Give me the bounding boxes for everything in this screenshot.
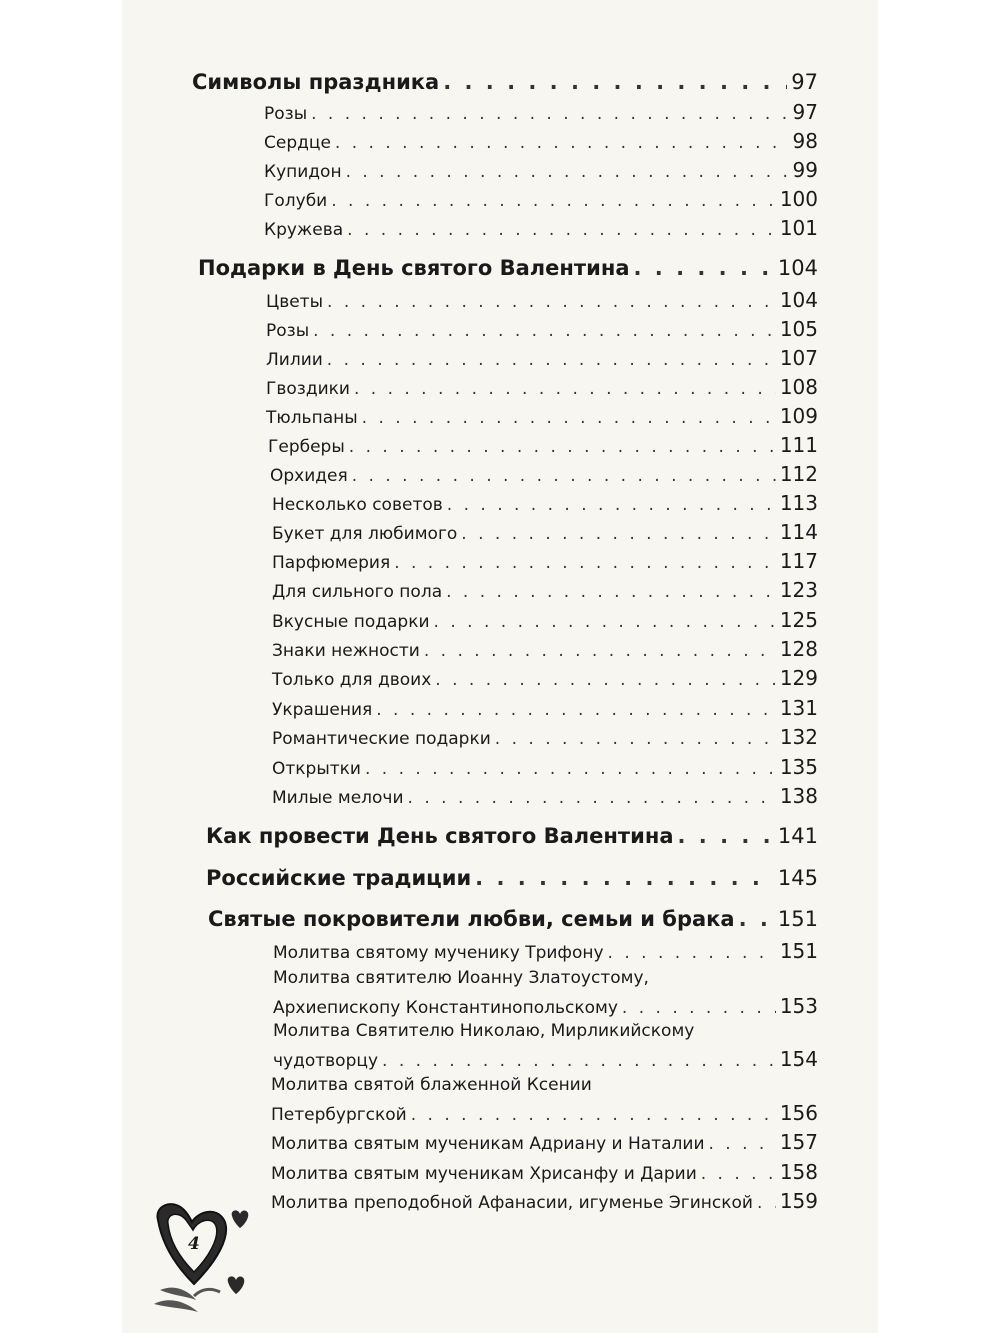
item-title: Петербургской bbox=[271, 1105, 407, 1125]
toc-item[interactable] bbox=[272, 578, 818, 602]
section-page: 104 bbox=[777, 256, 818, 280]
toc-item[interactable] bbox=[266, 317, 818, 341]
toc-item[interactable] bbox=[273, 939, 818, 963]
leader-dots bbox=[739, 907, 774, 931]
page-number: 4 bbox=[188, 1234, 200, 1254]
toc-item[interactable] bbox=[266, 288, 818, 312]
heart-icon bbox=[150, 1200, 260, 1315]
leader-dots bbox=[608, 943, 776, 963]
item-page: 125 bbox=[779, 608, 818, 632]
leader-dots bbox=[434, 612, 776, 632]
toc-item[interactable] bbox=[264, 158, 818, 182]
item-title: Цветы bbox=[266, 292, 324, 312]
leader-dots bbox=[362, 408, 776, 428]
item-title: Открытки bbox=[272, 759, 361, 779]
heart-ornament bbox=[150, 1200, 260, 1319]
leader-dots bbox=[411, 1105, 776, 1125]
item-page: 132 bbox=[779, 725, 818, 749]
item-page: 107 bbox=[779, 346, 818, 370]
item-title: Букет для любимого bbox=[272, 524, 458, 544]
item-title: Розы bbox=[264, 104, 308, 124]
item-page: 128 bbox=[779, 637, 818, 661]
item-title: Тюльпаны bbox=[266, 408, 358, 428]
item-page: 97 bbox=[792, 100, 818, 124]
toc-item[interactable] bbox=[272, 666, 818, 690]
toc-item[interactable] bbox=[271, 1160, 818, 1184]
leader-dots bbox=[443, 70, 787, 94]
toc-section-how-to-spend[interactable] bbox=[206, 824, 818, 848]
item-title: Кружева bbox=[264, 220, 344, 240]
section-page: 151 bbox=[777, 907, 818, 931]
item-title: Орхидея bbox=[270, 466, 348, 486]
leader-dots bbox=[365, 759, 776, 779]
leader-dots bbox=[382, 1051, 776, 1071]
toc-item[interactable] bbox=[264, 129, 818, 153]
leader-dots bbox=[435, 670, 776, 690]
toc-section-symbols[interactable] bbox=[192, 70, 818, 94]
toc-item[interactable] bbox=[273, 994, 818, 1018]
leader-dots bbox=[376, 700, 776, 720]
item-page: 156 bbox=[779, 1101, 818, 1125]
section-title: Святые покровители любви, семьи и брака bbox=[208, 907, 735, 931]
item-title: Молитва святым мученикам Адриану и Наталии bbox=[271, 1134, 705, 1154]
leader-dots bbox=[331, 191, 776, 211]
leader-dots bbox=[709, 1134, 776, 1154]
toc-item[interactable] bbox=[272, 608, 818, 632]
item-title: Молитва святым мученикам Хрисанфу и Дарии bbox=[271, 1164, 697, 1184]
toc-item[interactable] bbox=[272, 637, 818, 661]
item-title: Купидон bbox=[264, 162, 342, 182]
toc-item[interactable] bbox=[272, 520, 818, 544]
toc-item-line1: Молитва святителю Иоанну Златоустому, bbox=[273, 968, 649, 988]
leader-dots bbox=[461, 524, 776, 544]
leader-dots bbox=[354, 379, 776, 399]
section-title: Российские традиции bbox=[206, 866, 472, 890]
section-title: Подарки в День святого Валентина bbox=[198, 256, 630, 280]
item-page: 158 bbox=[779, 1160, 818, 1184]
item-title: Молитва святому мученику Трифону bbox=[273, 943, 604, 963]
item-title: Голуби bbox=[264, 191, 328, 211]
item-title: Украшения bbox=[272, 700, 373, 720]
leader-dots bbox=[352, 466, 776, 486]
item-title: чудотворцу bbox=[273, 1051, 379, 1071]
leader-dots bbox=[394, 553, 776, 573]
toc-item[interactable] bbox=[264, 100, 818, 124]
leader-dots bbox=[408, 788, 776, 808]
toc-section-patron-saints[interactable] bbox=[208, 907, 818, 931]
toc-item[interactable] bbox=[266, 375, 818, 399]
toc-item[interactable] bbox=[271, 1130, 818, 1154]
item-page: 153 bbox=[779, 994, 818, 1018]
section-page: 97 bbox=[791, 70, 818, 94]
item-page: 135 bbox=[779, 755, 818, 779]
toc-item[interactable] bbox=[270, 462, 818, 486]
toc-item[interactable] bbox=[266, 404, 818, 428]
item-page: 113 bbox=[779, 491, 818, 515]
leader-dots bbox=[495, 729, 776, 749]
item-page: 138 bbox=[779, 784, 818, 808]
leader-dots bbox=[349, 437, 776, 457]
section-page: 141 bbox=[777, 824, 818, 848]
section-page: 145 bbox=[777, 866, 818, 890]
toc-item[interactable] bbox=[272, 784, 818, 808]
item-title: Милые мелочи bbox=[272, 788, 404, 808]
leader-dots bbox=[347, 220, 776, 240]
item-page: 111 bbox=[779, 433, 818, 457]
item-page: 129 bbox=[779, 666, 818, 690]
item-page: 117 bbox=[779, 549, 818, 573]
section-title: Символы праздника bbox=[192, 70, 440, 94]
item-title: Парфюмерия bbox=[272, 553, 391, 573]
toc-item[interactable] bbox=[272, 755, 818, 779]
leader-dots bbox=[424, 641, 776, 661]
toc-section-gifts[interactable] bbox=[198, 256, 818, 280]
toc-item[interactable] bbox=[271, 1101, 818, 1125]
item-title: Сердце bbox=[264, 133, 331, 153]
item-page: 114 bbox=[779, 520, 818, 544]
item-title: Герберы bbox=[268, 437, 345, 457]
item-page: 157 bbox=[779, 1130, 818, 1154]
item-title: Розы bbox=[266, 321, 310, 341]
item-page: 151 bbox=[779, 939, 818, 963]
toc-item[interactable] bbox=[271, 1189, 818, 1213]
toc-item-line1: Молитва Святителю Николаю, Мирликийскому bbox=[273, 1021, 695, 1041]
leader-dots bbox=[757, 1193, 776, 1213]
toc-item[interactable] bbox=[272, 696, 818, 720]
item-title: Несколько советов bbox=[272, 495, 443, 515]
leader-dots bbox=[634, 256, 774, 280]
item-page: 112 bbox=[779, 462, 818, 486]
item-page: 98 bbox=[792, 129, 818, 153]
toc-item[interactable] bbox=[272, 725, 818, 749]
toc-section-russian-traditions[interactable] bbox=[206, 866, 818, 890]
leader-dots bbox=[327, 292, 776, 312]
toc-item[interactable] bbox=[264, 216, 818, 240]
item-page: 123 bbox=[779, 578, 818, 602]
item-page: 104 bbox=[779, 288, 818, 312]
leader-dots bbox=[701, 1164, 776, 1184]
item-page: 100 bbox=[779, 187, 818, 211]
item-page: 109 bbox=[779, 404, 818, 428]
item-title: Для сильного пола bbox=[272, 582, 443, 602]
item-page: 105 bbox=[779, 317, 818, 341]
leader-dots bbox=[446, 582, 776, 602]
leader-dots bbox=[327, 350, 776, 370]
item-page: 154 bbox=[779, 1047, 818, 1071]
item-title: Знаки нежности bbox=[272, 641, 420, 661]
leader-dots bbox=[335, 133, 789, 153]
item-title: Молитва преподобной Афанасии, игуменье Эгинской bbox=[271, 1193, 753, 1213]
toc-item[interactable] bbox=[264, 187, 818, 211]
item-title: Вкусные подарки bbox=[272, 612, 430, 632]
toc-item[interactable] bbox=[266, 346, 818, 370]
item-page: 101 bbox=[779, 216, 818, 240]
leader-dots bbox=[313, 321, 776, 341]
leader-dots bbox=[475, 866, 774, 890]
item-page: 131 bbox=[779, 696, 818, 720]
item-title: Архиепископу Константинопольскому bbox=[273, 998, 618, 1018]
leader-dots bbox=[311, 104, 788, 124]
toc-item[interactable] bbox=[272, 491, 818, 515]
item-title: Гвоздики bbox=[266, 379, 350, 399]
item-title: Романтические подарки bbox=[272, 729, 491, 749]
toc-item[interactable] bbox=[268, 433, 818, 457]
toc-item[interactable] bbox=[273, 1047, 818, 1071]
item-title: Лилии bbox=[266, 350, 323, 370]
toc-item-line1: Молитва святой блаженной Ксении bbox=[271, 1075, 592, 1095]
item-page: 99 bbox=[792, 158, 818, 182]
item-page: 108 bbox=[779, 375, 818, 399]
item-page: 159 bbox=[779, 1189, 818, 1213]
section-title: Как провести День святого Валентина bbox=[206, 824, 674, 848]
leader-dots bbox=[678, 824, 774, 848]
leader-dots bbox=[346, 162, 789, 182]
leader-dots bbox=[622, 998, 776, 1018]
leader-dots bbox=[447, 495, 776, 515]
item-title: Только для двоих bbox=[272, 670, 432, 690]
toc-item[interactable] bbox=[272, 549, 818, 573]
